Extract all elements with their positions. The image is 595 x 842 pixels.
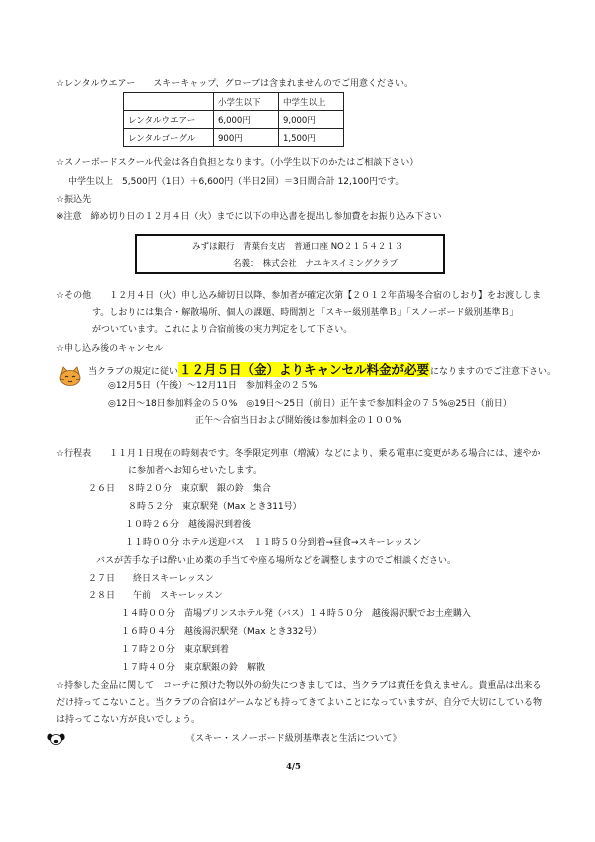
table-cell: 900円 — [214, 129, 279, 147]
schedule-heading-2: に参加者へお知らせいたします。 — [128, 466, 263, 476]
schedule-item: ２７日 終日スキーレッスン — [88, 574, 214, 584]
cancel-line-4: 正午～合宿当日および開始後は参加料金の１００% — [195, 416, 402, 426]
valuables-line-2: だけ持ってこないこと。当クラブの合宿はゲームなども持ってきてよいことになっていますが、自分で大切にしている物 — [56, 698, 543, 708]
schedule-item: ２６日 ８時２０分 東京駅 銀の鈴 集合 — [88, 484, 271, 494]
dog-face-icon — [47, 733, 65, 745]
schedule-item: ８時５２分 東京駅発（Max とき311号） — [128, 502, 302, 512]
schedule-item: ２８日 午前 スキーレッスン — [88, 591, 223, 601]
table-header-row — [124, 93, 344, 111]
cancel-notice-pre: 当クラブの規定に従い — [88, 367, 179, 377]
schedule-item: １４時００分 苗場プリンスホテル発（バス）１４時５０分 越後湯沢駅でお土産購入 — [121, 609, 471, 619]
cancel-notice — [88, 362, 556, 380]
cancel-line-3: ◎12日～18日参加料金の５０% ◎19日～25日（前日）正午まで参加料金の７５%◎25日（前日） — [108, 399, 512, 409]
bank-account-box — [135, 234, 445, 274]
cancel-heading: ☆申し込み後のキャンセル — [56, 344, 164, 354]
schedule-item: バスが苦手な子は酔い止め薬の手当てや座る場所などを調整しますのでご相談ください。 — [96, 556, 457, 566]
table-cell: レンタルゴーグル — [124, 129, 214, 147]
valuables-line-1: ☆持参した金品に関して コーチに預けた物以外の紛失につきましては、当クラブは責任を負えません。貴重品は出来る — [56, 681, 542, 691]
table-cell — [124, 93, 214, 111]
schedule-item: １７時２０分 東京駅到着 — [121, 645, 230, 655]
bank-account-name: 名義： 株式会社 ナユキスイミングクラブ — [233, 259, 398, 269]
table-row — [124, 111, 344, 129]
valuables-line-3: は持ってこない方が良いでしょう。 — [56, 715, 201, 725]
table-cell: 9,000円 — [279, 111, 344, 129]
table-cell: レンタルウエアー — [124, 111, 214, 129]
bank-account-line: みずほ銀行 青葉台支店 普通口座 NO２１５４２１３ — [192, 242, 404, 252]
table-header-cell: 小学生以下 — [214, 93, 279, 111]
table-header-cell: 中学生以上 — [279, 93, 344, 111]
page-number: 4/5 — [286, 762, 301, 772]
table-row — [124, 129, 344, 147]
schedule-item: １０時２６分 越後湯沢到着後 — [125, 520, 252, 530]
footer-title: 《スキー・スノーボード級別基準表と生活について》 — [186, 734, 402, 744]
schedule-item: １７時４０分 東京駅銀の鈴 解散 — [121, 663, 266, 673]
school-line-1: ☆スノーボードスクール代金は各自負担となります。（小学生以下のかたはご相談下さい） — [56, 158, 419, 168]
cancel-line-2: ◎12月5日（午後）～12月11日 参加料金の２５% — [108, 381, 318, 391]
schedule-item: １６時０４分 越後湯沢駅発（Max とき332号） — [121, 627, 322, 637]
cat-face-icon — [58, 366, 82, 386]
transfer-note: ※注意 締め切り日の１２月４日（火）までに以下の申込書を提出し参加費をお振り込み下さい — [56, 212, 442, 222]
rental-heading: ☆レンタルウエアー スキーキャップ、グローブは含まれませんのでご用意ください。 — [56, 79, 414, 89]
other-line-2: す。しおりには集合・解散場所、個人の課題、時間割と「スキー級別基準Ｂ」「スノーボード級別基準Ｂ」 — [92, 308, 519, 318]
table-cell: 6,000円 — [214, 111, 279, 129]
table-cell: 1,500円 — [279, 129, 344, 147]
transfer-heading: ☆振込先 — [56, 195, 92, 205]
cancel-fee-highlight: １２月５日（金）よりキャンセル料金が必要 — [179, 362, 430, 377]
schedule-heading: ☆行程表 １１月１日現在の時刻表です。冬季限定列車（増減）などにより、乗る電車に変更がある場合には、速やか — [56, 449, 541, 459]
other-line-3: がついています。これにより合宿前後の実力判定をして下さい。 — [92, 325, 353, 335]
school-line-2: 中学生以上 5,500円（1日）＋6,600円（半日2回）＝3日間合計 12,100円です。 — [68, 177, 405, 187]
schedule-item: １１時００分 ホテル送迎バス １１時５０分到着→昼食→スキーレッスン — [125, 538, 422, 548]
rental-price-table — [123, 92, 344, 147]
cancel-notice-post: になりますのでご注意下さい。 — [430, 367, 557, 377]
other-line-1: ☆その他 １２月４日（火）申し込み締切日以降、参加者が確定次第【２０１２年苗場冬合宿のしおり】をお渡ししま — [56, 291, 542, 301]
